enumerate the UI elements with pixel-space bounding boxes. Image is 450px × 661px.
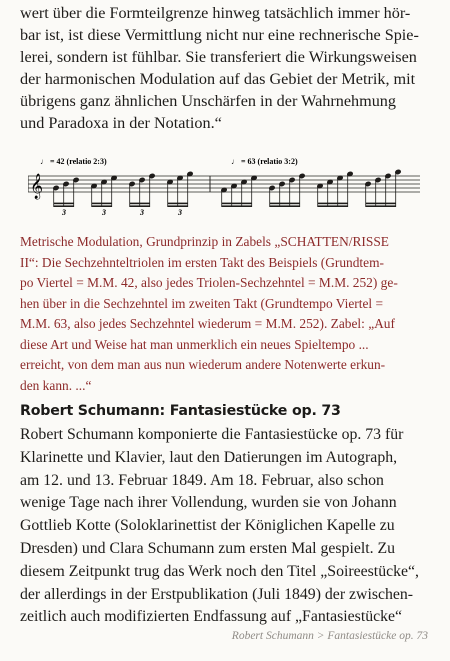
caption-line: den kann. ...“ [20, 377, 92, 393]
beam [222, 203, 252, 205]
body-line: Dresden) und Clara Schumann zum ersten Mal gespielt. Zu [20, 540, 396, 557]
beam [222, 205, 252, 207]
caption-line: erreicht, von dem man aus nun wiederum andere Notenwerte erkun- [20, 357, 386, 372]
beam [54, 203, 74, 205]
tuplet-number: 3 [140, 208, 144, 217]
beam [270, 203, 300, 205]
treble-clef-icon: 𝄞 [30, 174, 44, 199]
beam [318, 205, 348, 207]
tuplet-number: 3 [178, 208, 182, 217]
quote-paragraph [20, 0, 428, 140]
tempo-marking-left: ♩ = 42 (relatio 2:3) [40, 157, 107, 166]
body-line: der allerdings in der Erstpublikation (Juli 1849) der zwischen- [20, 585, 414, 603]
caption-line: II“: Die Sechzehnteltriolen im ersten Takt des Beispiels (Grundtem- [20, 254, 384, 270]
beam [168, 205, 188, 207]
body-paragraph [20, 424, 428, 630]
quote-line: wert über die Formteilgrenze hinweg tatsächlich immer hör- [20, 4, 411, 22]
caption-line: M.M. 63, also jedes Sechzehntel wiederum = M.M. 252). Zabel: „Auf [20, 316, 395, 331]
beam [168, 203, 188, 205]
tuplet-number: 3 [62, 208, 66, 217]
caption-line: Metrische Modulation, Grundprinzip in Zabels „SCHATTEN/RISSE [20, 234, 389, 249]
body-line: am 12. und 13. Februar 1849. Am 18. Februar, also schon [20, 471, 384, 489]
music-notation-example [28, 155, 420, 221]
section-heading: Robert Schumann: Fantasiestücke op. 73 [20, 403, 341, 419]
beam [92, 203, 112, 205]
quote-line: bar ist, ist diese Vermittlung nicht nur eine rechnerische Spie- [20, 26, 419, 44]
tuplet-number: 3 [102, 208, 106, 217]
beam [130, 203, 150, 205]
body-line: zeitlich auch modifizierten Endfassung auf „Fantasiestücke“ [20, 608, 403, 626]
figure-caption [20, 232, 428, 402]
caption-line: hen über in die Sechzehntel im zweiten Takt (Grundtempo Viertel = [20, 295, 384, 311]
caption-line: diese Art und Weise hat man unmerklich ein neues Spieltempo ... [20, 336, 369, 352]
beam [270, 205, 300, 207]
body-line: Gottlieb Kotte (Soloklarinettist der Königlichen Kapelle zu [20, 517, 395, 535]
quote-line: und Paradoxa in der Notation.“ [20, 114, 222, 132]
beam [54, 205, 74, 207]
caption-line: po Viertel = M.M. 42, also jedes Triolen-Sechzehntel = M.M. 252) ge- [20, 275, 398, 290]
quote-line: der harmonischen Modulation auf das Gebiet der Metrik, mit [20, 70, 416, 88]
running-footer: Robert Schumann > Fantasiestücke op. 73 [231, 630, 428, 642]
tempo-marking-right: ♩ = 63 (relatio 3:2) [231, 157, 298, 166]
body-line: diesem Zeitpunkt trug das Werk noch den Titel „Soireestücke“, [20, 562, 419, 580]
beam [130, 205, 150, 207]
beam [318, 203, 348, 205]
quote-line: übrigens ganz ähnlichen Unschärfen in der Wahrnehmung [20, 92, 396, 110]
quote-line: lerei, sondern ist fühlbar. Sie transferiert die Wirkungsweisen [20, 48, 417, 66]
beam [366, 203, 396, 205]
beam [366, 205, 396, 207]
beam [92, 205, 112, 207]
body-line: Robert Schumann komponierte die Fantasiestücke op. 73 für [20, 426, 404, 443]
body-line: Klarinette und Klavier, laut den Datierungen im Autograph, [20, 448, 398, 466]
body-line: wenige Tage nach ihrer Vollendung, wurden sie von Johann [20, 494, 397, 512]
